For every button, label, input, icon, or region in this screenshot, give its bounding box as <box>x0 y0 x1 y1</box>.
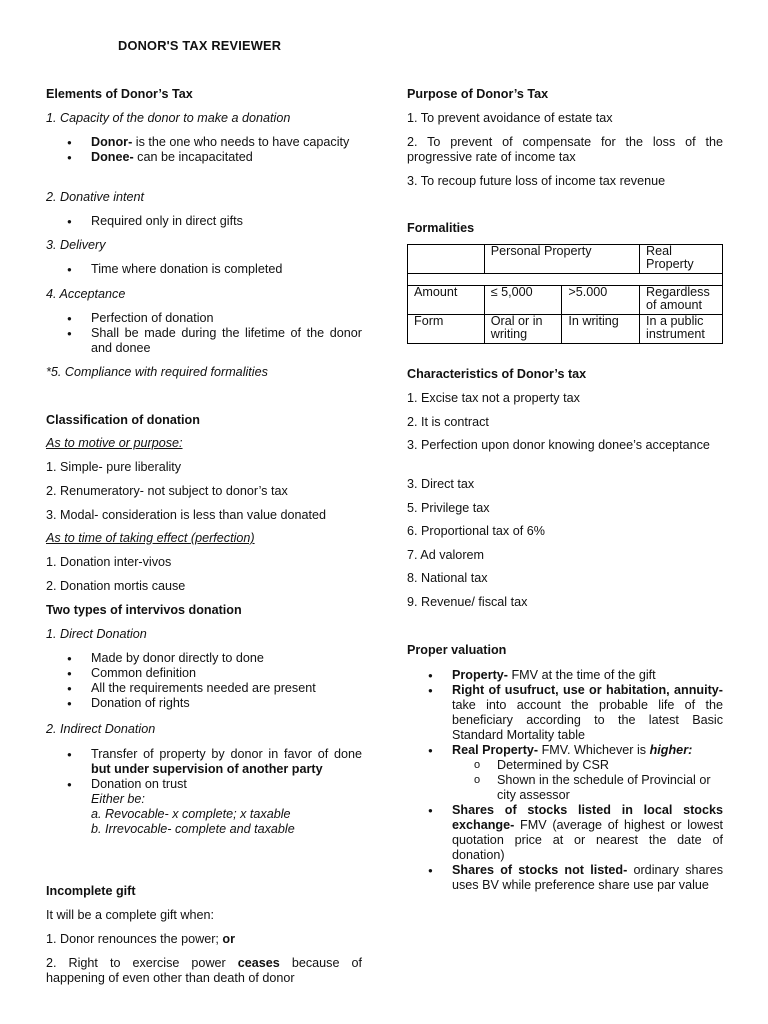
direct-donation: 1. Direct Donation <box>46 627 147 641</box>
list-item: ● Made by donor directly to done <box>46 651 362 666</box>
irrevocable-text: b. Irrevocable- complete and taxable <box>91 822 295 836</box>
table-cell <box>408 245 485 274</box>
incomplete-item-1: 1. Donor renounces the power; or <box>46 932 236 946</box>
element-5: *5. Compliance with required formalities <box>46 365 268 379</box>
purpose-item-1: 1. To prevent avoidance of estate tax <box>407 111 613 125</box>
list-item: o Shown in the schedule of Provincial or city assessor <box>452 773 723 803</box>
list-item: ● Shares of stocks not listed- ordinary shares uses BV while preference share use par value <box>407 863 723 893</box>
list-item: ● Required only in direct gifts <box>46 214 362 229</box>
elements-heading: Elements of Donor’s Tax <box>46 87 193 101</box>
list-item: ● Property- FMV at the time of the gift <box>407 668 723 683</box>
real-property-sub-bullets <box>452 758 723 803</box>
either-text: Either be: <box>91 792 145 806</box>
document-title: DONOR'S TAX REVIEWER <box>118 38 282 53</box>
purpose-item-2: 2. To prevent of compensate for the loss of the progressive rate of income tax <box>407 135 723 164</box>
time-heading: As to time of taking effect (perfection) <box>46 531 255 545</box>
formalities-heading: Formalities <box>407 221 475 235</box>
table-cell: Oral or in writing <box>484 315 562 344</box>
time-item-2: 2. Donation mortis cause <box>46 579 186 593</box>
table-cell: Regardless of amount <box>640 286 723 315</box>
characteristic-item: 6. Proportional tax of 6% <box>407 524 545 538</box>
table-row <box>408 286 723 315</box>
classification-heading: Classification of donation <box>46 413 200 427</box>
motive-heading: As to motive or purpose: <box>46 436 183 450</box>
element-2: 2. Donative intent <box>46 190 145 204</box>
intervivos-heading: Two types of intervivos donation <box>46 603 242 617</box>
time-item-1: 1. Donation inter-vivos <box>46 555 172 569</box>
motive-item-1: 1. Simple- pure liberality <box>46 460 182 474</box>
list-item: ● Common definition <box>46 666 362 681</box>
element-1-bullets <box>46 135 362 165</box>
purpose-heading: Purpose of Donor’s Tax <box>407 87 549 101</box>
table-cell: In writing <box>562 315 640 344</box>
element-1: 1. Capacity of the donor to make a donation <box>46 111 291 125</box>
element-3: 3. Delivery <box>46 238 106 252</box>
element-2-bullets <box>46 214 362 229</box>
element-4: 4. Acceptance <box>46 287 126 301</box>
element-4-bullets <box>46 311 362 356</box>
table-cell: ≤ 5,000 <box>484 286 562 315</box>
list-item: ● Real Property- FMV. Whichever is higher: o Determined by CSR o Shown in the schedule of Provincial or city assessor <box>407 743 723 803</box>
list-item: ● Donee- can be incapacitated <box>46 150 362 165</box>
table-row <box>408 245 723 274</box>
characteristic-item: 7. Ad valorem <box>407 548 485 562</box>
characteristic-item: 2. It is contract <box>407 415 489 429</box>
table-row <box>408 315 723 344</box>
direct-donation-bullets <box>46 651 362 711</box>
list-item: ● Transfer of property by donor in favor of done but under supervision of another party <box>46 747 362 777</box>
valuation-bullets <box>407 668 723 893</box>
characteristic-item: 5. Privilege tax <box>407 501 490 515</box>
characteristic-item: 1. Excise tax not a property tax <box>407 391 580 405</box>
incomplete-item-2: 2. Right to exercise power ceases because of happening of even other than death of donor <box>46 956 362 985</box>
motive-item-3: 3. Modal- consideration is less than value donated <box>46 508 327 522</box>
element-3-bullets <box>46 262 362 277</box>
list-item: ● Donor- is the one who needs to have capacity <box>46 135 362 150</box>
motive-item-2: 2. Renumeratory- not subject to donor’s tax <box>46 484 288 498</box>
purpose-item-3: 3. To recoup future loss of income tax revenue <box>407 174 666 188</box>
characteristic-item: 8. National tax <box>407 571 488 585</box>
table-cell: Form <box>408 315 485 344</box>
formalities-table <box>407 244 723 344</box>
indirect-donation: 2. Indirect Donation <box>46 722 156 736</box>
table-cell: In a public instrument <box>640 315 723 344</box>
list-item: ● Time where donation is completed <box>46 262 362 277</box>
table-cell: Personal Property <box>484 245 639 274</box>
list-item: o Determined by CSR <box>452 758 723 773</box>
list-item: ● Shares of stocks listed in local stocks exchange- FMV (average of highest or lowest quotation price at or nearest the date of donation) <box>407 803 723 863</box>
incomplete-heading: Incomplete gift <box>46 884 136 898</box>
indirect-donation-bullets <box>46 747 362 837</box>
list-item: ● All the requirements needed are present <box>46 681 362 696</box>
characteristic-item: 3. Direct tax <box>407 477 475 491</box>
table-cell: >5.000 <box>562 286 640 315</box>
characteristics-heading: Characteristics of Donor’s tax <box>407 367 587 381</box>
table-row <box>408 274 723 286</box>
list-item: ● Perfection of donation <box>46 311 362 326</box>
valuation-heading: Proper valuation <box>407 643 507 657</box>
characteristic-item: 9. Revenue/ fiscal tax <box>407 595 528 609</box>
table-cell <box>408 274 723 286</box>
list-item: ● Donation on trust Either be: a. Revocable- x complete; x taxable b. Irrevocable- complete and taxable <box>46 777 362 837</box>
table-cell: Amount <box>408 286 485 315</box>
list-item: ● Donation of rights <box>46 696 362 711</box>
incomplete-intro: It will be a complete gift when: <box>46 908 214 922</box>
list-item: ● Right of usufruct, use or habitation, annuity- take into account the probable life of the beneficiary according to the latest Basic Standard Mortality table <box>407 683 723 743</box>
list-item: ● Shall be made during the lifetime of the donor and donee <box>46 326 362 356</box>
revocable-text: a. Revocable- x complete; x taxable <box>91 807 291 821</box>
table-cell: Real Property <box>640 245 723 274</box>
characteristic-item: 3. Perfection upon donor knowing donee’s acceptance <box>407 438 710 452</box>
